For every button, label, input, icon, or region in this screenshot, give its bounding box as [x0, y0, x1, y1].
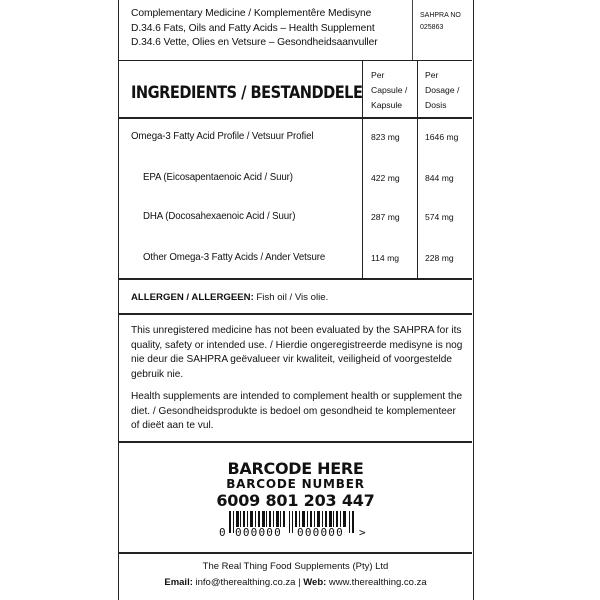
allergen-statement	[131, 292, 328, 303]
disclaimer-supplements: Health supplements are intended to complement health or supplement the diet. / Gesondheidsprodukte is bedoel om gesondheid te komplementeer of dieët aan te vul.	[131, 391, 463, 431]
web-link[interactable]: www.therealthing.co.za	[328, 577, 427, 588]
per-dosage-value: 574 mg	[425, 212, 454, 222]
barcode-number-label: BARCODE NUMBER	[226, 477, 365, 491]
barcode-digit-left: 0	[219, 526, 226, 539]
classification-text	[131, 7, 378, 51]
allergen-label: ALLERGEN / ALLERGEEN:	[131, 292, 254, 303]
allergen-rule	[119, 313, 472, 315]
registration-number: 025863	[420, 24, 444, 31]
ingredient-name: Omega-3 Fatty Acid Profile / Vetsuur Profiel	[131, 131, 314, 142]
barcode-digits-mid: 000000	[235, 526, 282, 539]
ingredient-name: DHA (Docosahexaenoic Acid / Suur)	[143, 211, 296, 222]
barcode-number: 6009 801 203 447	[216, 491, 375, 510]
disclaimer-unregistered: This unregistered medicine has not been evaluated by the SAHPRA for its quality, safety or intended use. / Hierdie ongeregistreerde medisyne is nog nie deur die SAHPRA geëvalueer vir kwaliteit, veiligheid of voorgestelde gebruik nie.	[131, 325, 463, 380]
ingredient-name: Other Omega-3 Fatty Acids / Ander Vetsure	[143, 252, 326, 263]
product-label	[118, 0, 474, 600]
contact-separator: |	[295, 577, 304, 588]
per-capsule-value: 287 mg	[371, 212, 400, 222]
per-dosage-value: 1646 mg	[425, 132, 459, 142]
barcode-placeholder: BARCODE HERE	[227, 459, 364, 478]
barcode-digits-right: 000000	[297, 526, 344, 539]
classification-line-3: D.34.6 Vette, Olies en Vetsure – Gesondheidsaanvuller	[131, 37, 378, 48]
barcode-rule	[119, 552, 472, 554]
per-dosage-value: 228 mg	[425, 253, 454, 263]
classification-line-2: D.34.6 Fats, Oils and Fatty Acids – Health Supplement	[131, 22, 375, 34]
barcode-digits	[219, 526, 389, 540]
per-capsule-value: 422 mg	[371, 173, 400, 183]
classification-line-1: Complementary Medicine / Komplementêre Medisyne	[131, 8, 372, 19]
column-header-text: Capsule /	[371, 85, 408, 95]
barcode-end-mark: >	[359, 526, 366, 539]
registration-label: SAHPRA NO	[420, 12, 461, 19]
header-rule	[119, 117, 472, 119]
header-divider	[412, 0, 413, 60]
per-capsule-value: 114 mg	[371, 253, 400, 263]
web-label: Web:	[303, 577, 327, 588]
email-label: Email:	[164, 577, 193, 588]
registration-box	[420, 10, 461, 34]
ingredient-name: EPA (Eicosapentaenoic Acid / Suur)	[143, 172, 293, 183]
table-bottom-rule	[119, 278, 472, 280]
column-header-per-dosage	[425, 68, 459, 113]
contact-line	[119, 577, 472, 588]
disclaimer-rule	[119, 441, 472, 443]
column-header-text: Dosage /	[425, 85, 460, 95]
ingredients-title: INGREDIENTS / BESTANDDELE	[131, 83, 363, 103]
column-header-text: Per	[371, 70, 385, 80]
column-divider-2	[417, 60, 418, 278]
email-link[interactable]: info@therealthing.co.za	[195, 577, 296, 588]
per-dosage-value: 844 mg	[425, 173, 454, 183]
company-name: The Real Thing Food Supplements (Pty) Ltd	[202, 561, 389, 572]
allergen-value: Fish oil / Vis olie.	[253, 292, 329, 303]
label-header	[119, 0, 472, 61]
column-header-text: Dosis	[425, 100, 447, 110]
column-header-per-capsule	[371, 68, 407, 113]
per-capsule-value: 823 mg	[371, 132, 400, 142]
column-header-text: Per	[425, 70, 439, 80]
column-header-text: Kapsule	[371, 100, 403, 110]
